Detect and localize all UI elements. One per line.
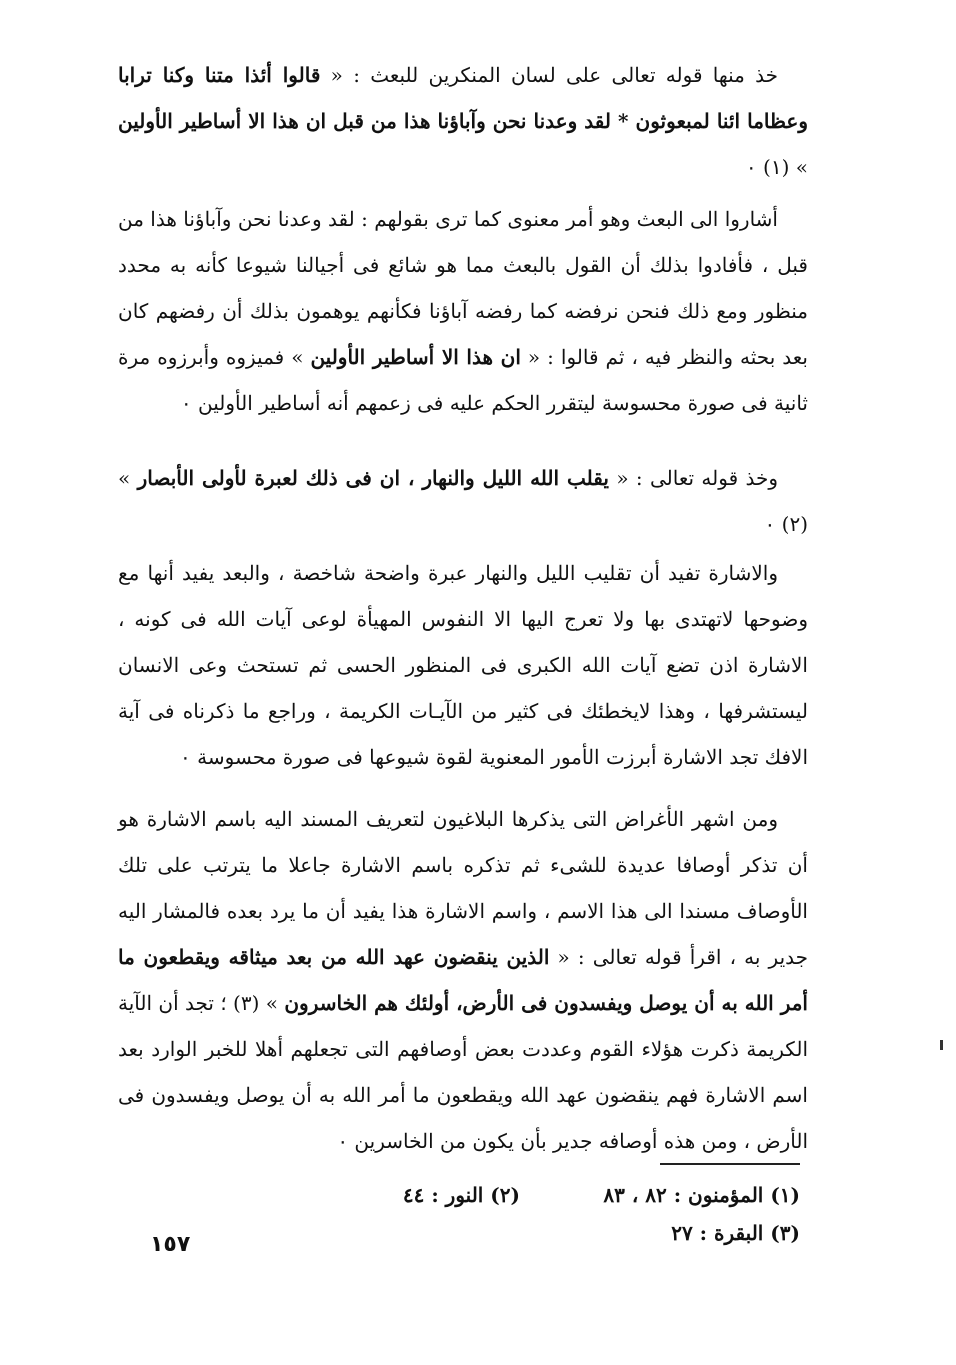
paragraph-2-text-body: أشاروا الى البعث وهو أمر معنوى كما ترى بقولهم : لقد وعدنا نحن وآباؤنا هذا من قبل ، فأفادوا بذلك أن القول بالبعث مما هو شائع فى أجيالنا شيوعا كأنه به محدد منظور ومع ذلك فنحن نرفضه كما رفضه آباؤنا فكأنهم يوهمون بذلك أن رفضهم كان بعد بحثه والنظر فيه ، ثم قالوا : « — [118, 207, 808, 369]
footnote-1: (١) المؤمنون : ٨٢ ، ٨٣ — [603, 1183, 800, 1207]
paragraph-1-citation: » (١) ٠ — [745, 155, 808, 179]
paragraph-3-quran-quote: يقلب الله الليل والنهار ، ان فى ذلك لعبرة لأولى الأبصار — [137, 466, 609, 490]
paragraph-5 — [118, 796, 808, 1164]
footnote-row-1 — [230, 1176, 800, 1214]
footnote-3: (٣) البقرة : ٢٧ — [671, 1221, 800, 1245]
footnote-divider — [660, 1163, 800, 1165]
paragraph-3-citation: » (٢) ٠ — [118, 466, 808, 536]
paragraph-2-text-end: » فميزوه وأبرزوه مرة ثانية فى صورة محسوسة ليتقرر الحكم عليه فى زعمهم أنه أساطير الأولين ٠ — [118, 345, 808, 415]
footnotes — [230, 1176, 800, 1252]
footnote-row-2 — [230, 1214, 800, 1252]
page-number: ١٥٧ — [150, 1232, 191, 1257]
paragraph-5-text-end: » (٣) ؛ تجد أن الآية الكريمة ذكرت هؤلاء القوم وعددت بعض أوصافهم التى تجعلهم أهلا للخبر الوارد بعد اسم الاشارة فهم ينقضون عهد الله ويقطعون ما أمر الله به أن يوصل ويفسدون فى الأرض ، ومن هذه أوصافه جدير بأن يكون من الخاسرين ٠ — [118, 991, 808, 1153]
scan-edge-mark — [940, 1040, 943, 1050]
paragraph-3-text-intro: وخذ قوله تعالى : « — [608, 466, 779, 490]
paragraph-4 — [118, 550, 808, 780]
paragraph-2 — [118, 196, 808, 426]
paragraph-5-quran-quote: الذين ينقضون عهد الله من بعد ميثاقه ويقطعون ما أمر الله به أن يوصل ويفسدون فى الأرض، أولئك هم الخاسرون — [118, 945, 808, 1015]
paragraph-5-text-intro: ومن اشهر الأغراض التى يذكرها البلاغيون لتعريف المسند اليه باسم الاشارة هو أن تذكر أوصافا عديدة للشىء ثم تذكره باسم الاشارة جاعلا ما يترتب على تلك الأوصاف مسندا الى هذا الاسم ، واسم الاشارة هذا يفيد أن ما يرد بعده فالمشار اليه جدير به ، اقرأ قوله تعالى : « — [118, 807, 808, 969]
paragraph-4-text-body: والاشارة تفيد أن تقليب الليل والنهار عبرة واضحة شاخصة ، والبعد يفيد أنها مع وضوحها لاتهتدى بها ولا تعرج اليها الا النفوس المهيأة لوعى آيات الله فى كونه ، الاشارة اذن تضع آيات الله الكبرى فى المنظور الحسى ثم تستحث وعى الانسان ليستشرفها ، وهذا لايخطئك فى كثير من الآيـات الكريمة ، وراجع ما ذكرناه فى آية الافك تجد الاشارة أبرزت الأمور المعنوية لقوة شيوعها فى صورة محسوسة ٠ — [118, 561, 808, 769]
paragraph-1-quran-quote: قالوا أئذا متنا وكنا ترابا وعظاما ائنا لمبعوثون * لقد وعدنا نحن وآباؤنا هذا من قبل ان هذا الا أساطير الأولين — [118, 63, 808, 133]
paragraph-3 — [118, 455, 808, 547]
paragraph-1 — [118, 52, 808, 190]
paragraph-1-text-intro: خذ منها قوله تعالى على لسان المنكرين للبعث : « — [320, 63, 779, 87]
footnote-2: (٢) النور : ٤٤ — [402, 1183, 520, 1207]
paragraph-2-quran-quote: ان هذا الا أساطير الأولين — [310, 345, 521, 369]
